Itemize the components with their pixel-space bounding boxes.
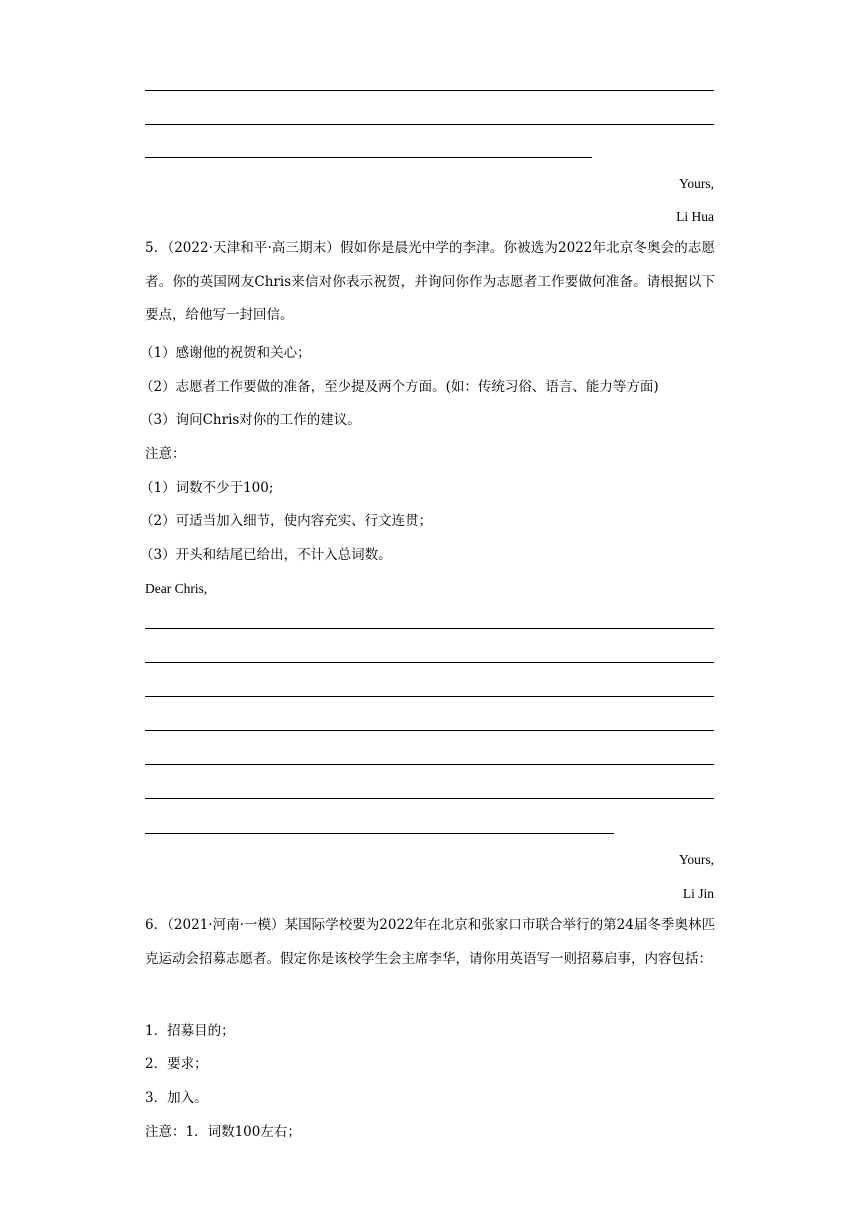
q6-item-2: 2．要求；	[145, 1056, 208, 1072]
answer-line	[145, 90, 714, 91]
answer-line	[145, 628, 714, 629]
q5-notice-1: （1）词数不少于100;	[140, 480, 274, 496]
q5-notice-label: 注意：	[145, 446, 186, 462]
q5-point-1: （1）感谢他的祝贺和关心；	[140, 345, 311, 361]
q6-item-1: 1．招募目的；	[145, 1023, 235, 1039]
q5-signature: Li Jin	[682, 886, 714, 901]
q6-notice: 注意：1．词数100左右；	[145, 1124, 301, 1140]
answer-line	[145, 157, 592, 158]
answer-line	[145, 833, 614, 834]
q5-notice-3: （3）开头和结尾已给出，不计入总词数。	[140, 547, 392, 563]
answer-line	[145, 730, 714, 731]
answer-line	[145, 696, 714, 697]
answer-line	[145, 798, 714, 799]
question-5-stem: 5．（2022·天津和平·高三期末）假如你是晨光中学的李津。你被选为2022年北京冬奥会的志愿者。你的英国网友Chris来信对你表示祝贺，并询问你作为志愿者工作要做何准备。请根据以下要点，给他写一封回信。	[145, 240, 715, 324]
answer-line	[145, 764, 714, 765]
q5-point-2: （2）志愿者工作要做的准备，至少提及两个方面。(如：传统习俗、语言、能力等方面)	[140, 379, 659, 395]
answer-line	[145, 662, 714, 663]
q5-closing: Yours,	[678, 852, 714, 867]
answer-line	[145, 124, 714, 125]
q6-item-3: 3．加入。	[145, 1090, 208, 1106]
q5-salutation: Dear Chris,	[145, 581, 208, 596]
letter-closing: Yours,	[678, 176, 714, 191]
letter-signature: Li Hua	[676, 209, 714, 224]
question-6-stem: 6．（2021·河南·一模）某国际学校要为2022年在北京和张家口市联合举行的第24届冬季奥林匹克运动会招募志愿者。假定你是该校学生会主席李华，请你用英语写一则招募启事，内容包括：	[145, 917, 715, 967]
q5-point-3: （3）询问Chris对你的工作的建议。	[140, 412, 361, 428]
q5-notice-2: （2）可适当加入细节，使内容充实、行文连贯；	[140, 513, 433, 529]
